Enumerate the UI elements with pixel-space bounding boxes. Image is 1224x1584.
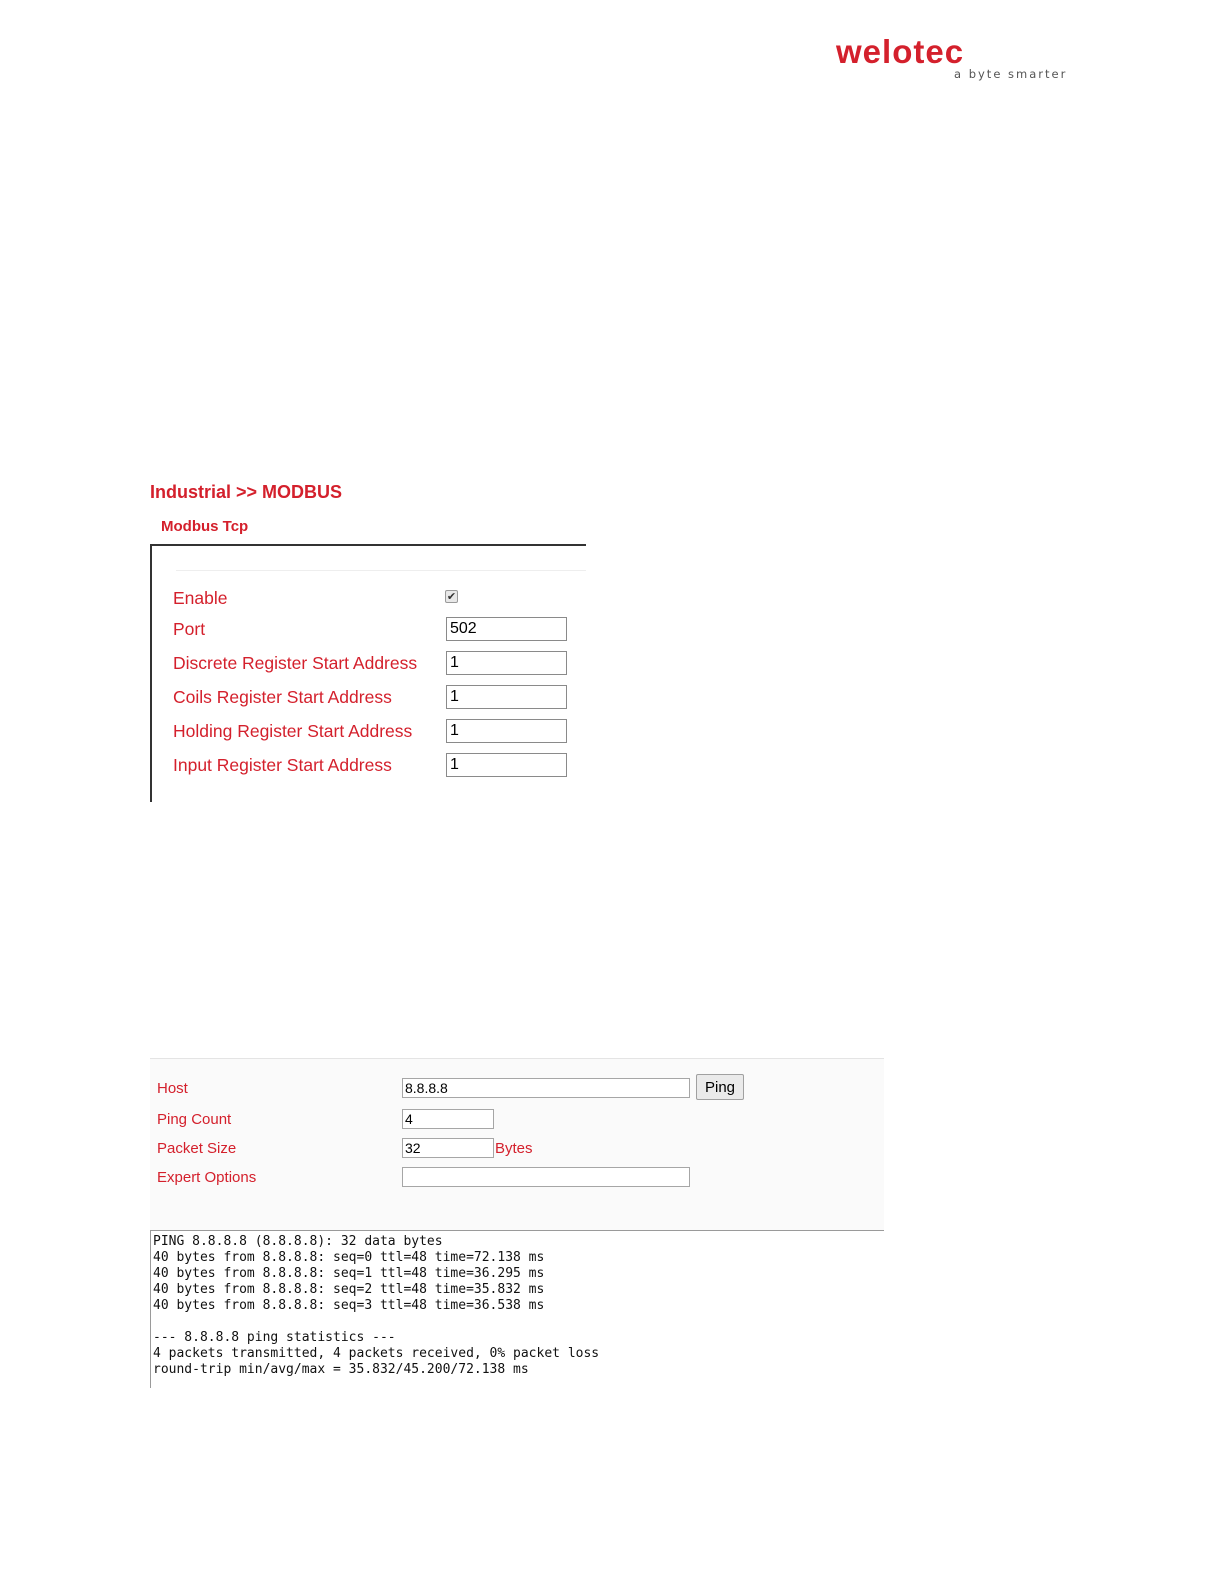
- expert-options-input[interactable]: [402, 1167, 690, 1187]
- packet-size-input[interactable]: [402, 1138, 494, 1158]
- output-line: PING 8.8.8.8 (8.8.8.8): 32 data bytes: [153, 1234, 443, 1249]
- holding-register-input[interactable]: [446, 719, 567, 743]
- enable-label: Enable: [173, 588, 228, 608]
- port-label: Port: [173, 619, 206, 639]
- input-register-label: Input Register Start Address: [173, 755, 392, 775]
- packet-size-row: [157, 1138, 877, 1160]
- ping-output: [150, 1230, 884, 1388]
- coils-register-row: [173, 685, 583, 711]
- logo-tagline: a byte smarter: [954, 67, 1068, 81]
- divider: [176, 570, 586, 571]
- discrete-register-label: Discrete Register Start Address: [173, 653, 418, 673]
- welotec-logo-image: [836, 36, 1076, 84]
- ping-button[interactable]: Ping: [696, 1074, 744, 1100]
- expert-options-row: [157, 1167, 877, 1189]
- section-title-modbus-tcp: Modbus Tcp: [161, 518, 249, 535]
- ping-count-row: [157, 1109, 877, 1131]
- ping-count-label: Ping Count: [157, 1111, 232, 1128]
- output-line: 4 packets transmitted, 4 packets received, 0% packet loss: [153, 1346, 600, 1361]
- modbus-tcp-panel: [150, 544, 586, 802]
- discrete-register-row: [173, 651, 583, 677]
- welotec-logo: [836, 36, 1076, 84]
- holding-register-row: [173, 719, 583, 745]
- output-line: 40 bytes from 8.8.8.8: seq=1 ttl=48 time=36.295 ms: [153, 1266, 545, 1281]
- discrete-register-input[interactable]: [446, 651, 567, 675]
- output-line: 40 bytes from 8.8.8.8: seq=2 ttl=48 time=35.832 ms: [153, 1282, 545, 1297]
- input-register-row: [173, 753, 583, 779]
- enable-row: [173, 586, 583, 612]
- host-row: [157, 1078, 877, 1100]
- packet-size-unit: Bytes: [495, 1140, 533, 1157]
- enable-checkbox[interactable]: ✔: [446, 590, 457, 603]
- logo-wordmark: welotec: [836, 36, 965, 70]
- holding-register-label: Holding Register Start Address: [173, 721, 413, 741]
- output-line: --- 8.8.8.8 ping statistics ---: [153, 1330, 396, 1345]
- host-input[interactable]: [402, 1078, 690, 1098]
- output-line: 40 bytes from 8.8.8.8: seq=0 ttl=48 time=72.138 ms: [153, 1250, 545, 1265]
- port-input[interactable]: [446, 617, 567, 641]
- input-register-input[interactable]: [446, 753, 567, 777]
- output-line: 40 bytes from 8.8.8.8: seq=3 ttl=48 time=36.538 ms: [153, 1298, 545, 1313]
- packet-size-label: Packet Size: [157, 1140, 237, 1157]
- port-row: [173, 617, 583, 643]
- ping-form: [150, 1058, 884, 1230]
- ping-count-input[interactable]: [402, 1109, 494, 1129]
- page-title: Industrial >> MODBUS: [150, 482, 343, 502]
- coils-register-input[interactable]: [446, 685, 567, 709]
- expert-options-label: Expert Options: [157, 1169, 257, 1186]
- host-label: Host: [157, 1080, 188, 1097]
- output-line: round-trip min/avg/max = 35.832/45.200/72.138 ms: [153, 1362, 529, 1377]
- coils-register-label: Coils Register Start Address: [173, 687, 392, 707]
